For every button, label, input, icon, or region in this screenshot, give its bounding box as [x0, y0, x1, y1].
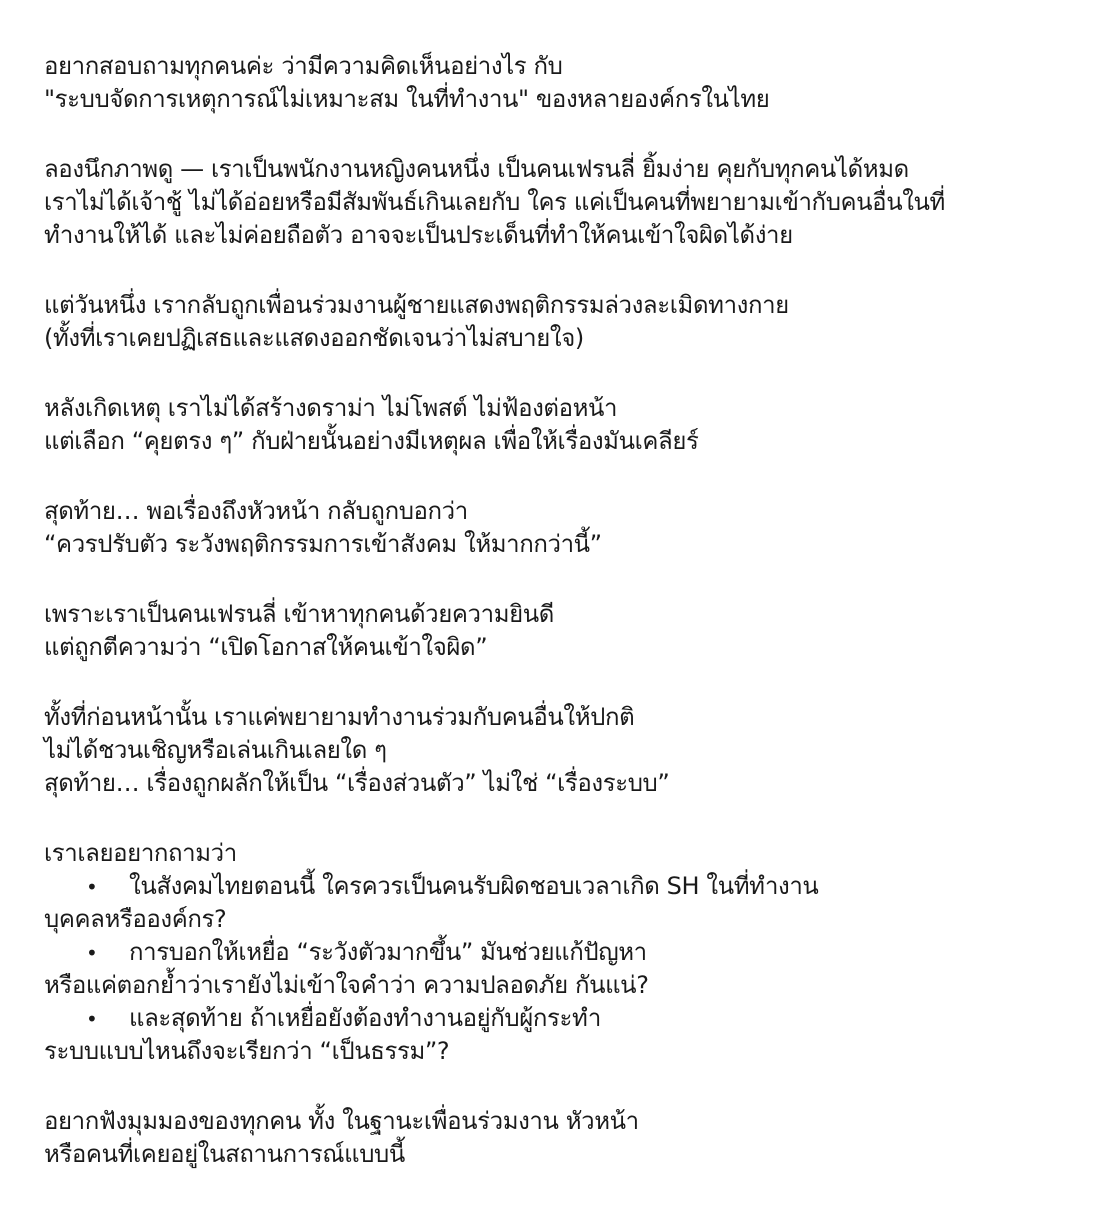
text-line: (ทั้งที่เราเคยปฏิเสธและแสดงออกชัดเจนว่าไม่สบายใจ) [44, 324, 584, 352]
questions-intro: เราเลยอยากถามว่า [44, 839, 237, 867]
scenario-paragraph [44, 153, 1094, 252]
bullet-continuation: บุคคลหรือองค์กร? [44, 905, 227, 933]
text-line: หลังเกิดเหตุ เราไม่ได้สร้างดราม่า ไม่โพสต์ ไม่ฟ้องต่อหน้า [44, 394, 618, 422]
post-body [44, 50, 1094, 1208]
text-line: อยากสอบถามทุกคนค่ะ ว่ามีความคิดเห็นอย่างไร กับ [44, 52, 563, 80]
text-line: ทำงานให้ได้ และไม่ค่อยถือตัว อาจจะเป็นประเด็นที่ทำให้คนเข้าใจผิดได้ง่าย [44, 221, 793, 249]
bullet-text: ในสังคมไทยตอนนี้ ใครควรเป็นคนรับผิดชอบเวลาเกิด SH ในที่ทำงาน [129, 872, 819, 900]
text-line: สุดท้าย… พอเรื่องถึงหัวหน้า กลับถูกบอกว่า [44, 497, 468, 525]
text-line: ทั้งที่ก่อนหน้านั้น เราแค่พยายามทำงานร่วมกับคนอื่นให้ปกติ [44, 703, 635, 731]
response-paragraph [44, 392, 1094, 458]
text-line: แต่วันหนึ่ง เรากลับถูกเพื่อนร่วมงานผู้ชายแสดงพฤติกรรมล่วงละเมิดทางกาย [44, 291, 789, 319]
bullet-text: และสุดท้าย ถ้าเหยื่อยังต้องทำงานอยู่กับผู้กระทำ [129, 1004, 601, 1032]
outcome-paragraph [44, 701, 1094, 800]
intro-paragraph [44, 50, 1094, 116]
bullet-continuation: ระบบแบบไหนถึงจะเรียกว่า “เป็นธรรม”? [44, 1037, 450, 1065]
text-line: แต่ถูกตีความว่า “เปิดโอกาสให้คนเข้าใจผิด” [44, 633, 488, 661]
text-line: เราไม่ได้เจ้าชู้ ไม่ได้อ่อยหรือมีสัมพันธ์เกินเลยกับ ใคร แค่เป็นคนที่พยายามเข้ากับคนอื่นในที่ [44, 188, 945, 216]
text-line: แต่เลือก “คุยตรง ๆ” กับฝ่ายนั้นอย่างมีเหตุผล เพื่อให้เรื่องมันเคลียร์ [44, 427, 699, 455]
bullet-icon: • [86, 941, 98, 965]
text-line: ลองนึกภาพดู — เราเป็นพนักงานหญิงคนหนึ่ง เป็นคนเฟรนลี่ ยิ้มง่าย คุยกับทุกคนได้หมด [44, 155, 909, 183]
bullet-item [44, 870, 1094, 903]
incident-paragraph [44, 289, 1094, 355]
bullet-continuation: หรือแค่ตอกย้ำว่าเรายังไม่เข้าใจคำว่า ความปลอดภัย กันแน่? [44, 971, 649, 999]
bullet-icon: • [86, 875, 98, 899]
closing-paragraph [44, 1105, 1094, 1171]
bullet-item [44, 936, 1094, 969]
interpretation-paragraph [44, 598, 1094, 664]
manager-paragraph [44, 495, 1094, 561]
bullet-item [44, 1002, 1094, 1035]
text-line: ไม่ได้ชวนเชิญหรือเล่นเกินเลยใด ๆ [44, 736, 387, 764]
text-line: สุดท้าย… เรื่องถูกผลักให้เป็น “เรื่องส่วนตัว” ไม่ใช่ “เรื่องระบบ” [44, 769, 670, 797]
text-line: อยากฟังมุมมองของทุกคน ทั้ง ในฐานะเพื่อนร่วมงาน หัวหน้า [44, 1107, 639, 1135]
text-line: หรือคนที่เคยอยู่ในสถานการณ์แบบนี้ [44, 1140, 405, 1168]
text-line: เพราะเราเป็นคนเฟรนลี่ เข้าหาทุกคนด้วยความยินดี [44, 600, 554, 628]
questions-section [44, 837, 1094, 1068]
bullet-icon: • [86, 1007, 98, 1031]
text-line: “ควรปรับตัว ระวังพฤติกรรมการเข้าสังคม ให้มากกว่านี้” [44, 530, 602, 558]
bullet-text: การบอกให้เหยื่อ “ระวังตัวมากขึ้น” มันช่วยแก้ปัญหา [129, 938, 647, 966]
text-line: "ระบบจัดการเหตุการณ์ไม่เหมาะสม ในที่ทำงาน" ของหลายองค์กรในไทย [44, 85, 770, 113]
